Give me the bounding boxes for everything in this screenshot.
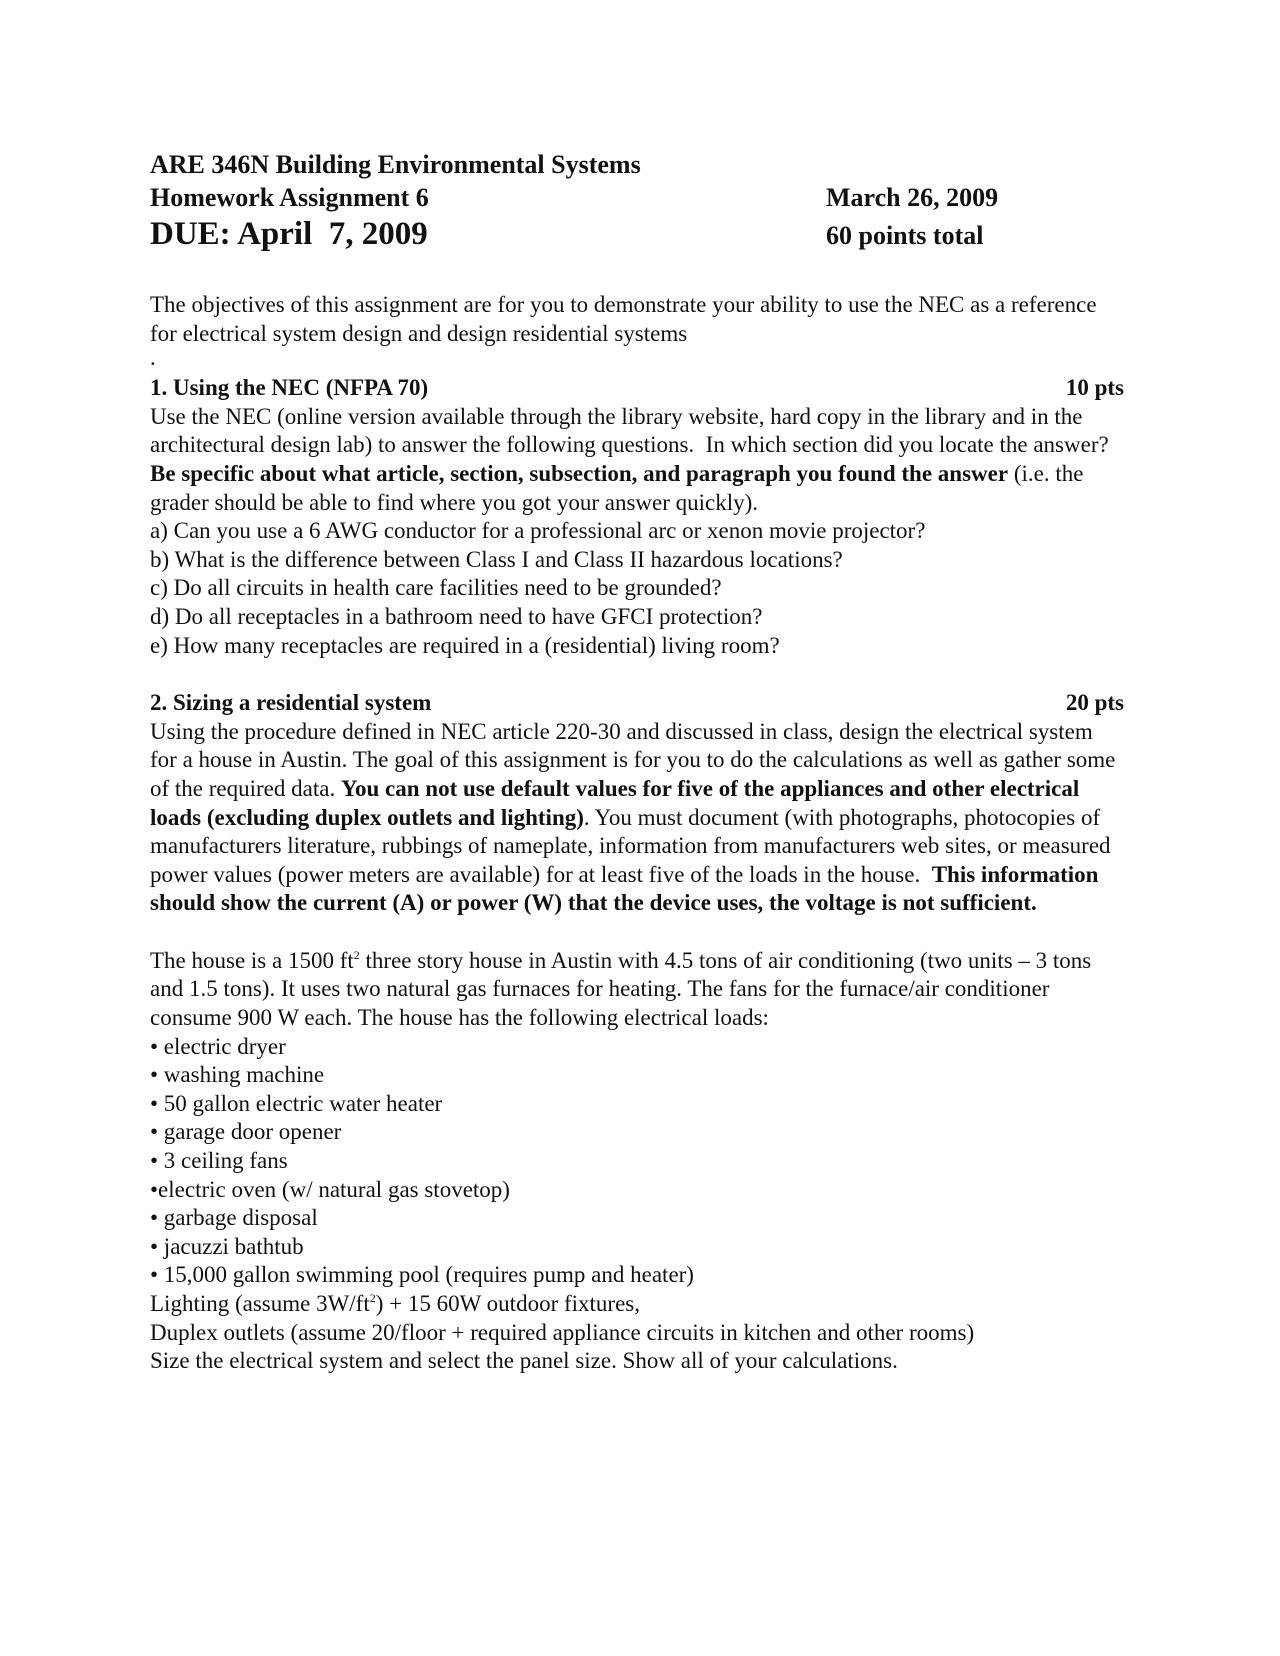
load-item: • 3 ceiling fans bbox=[150, 1148, 288, 1174]
load-item: • garbage disposal bbox=[150, 1205, 318, 1231]
question-b: b) What is the difference between Class I and Class II hazardous locations? bbox=[150, 546, 843, 572]
assignment-line bbox=[150, 181, 1124, 214]
objectives-paragraph: The objectives of this assignment are for you to demonstrate your ability to use the NEC as a reference for electrical system design and design residential systems bbox=[150, 292, 1097, 346]
section2-paragraph: Using the procedure defined in NEC article 220-30 and discussed in class, design the electrical system for a house in Austin. The goal of this assignment is for you to do the calculations as well as gather some of the required data. You can not use default values for five of the appliances and other electrical loads (excluding duplex outlets and lighting). You must document (with photographs, photocopies of manufacturers literature, rubbings of nameplate, information from manufacturers web sites, or measured power values (power meters are available) for at least five of the loads in the house. This information should show the current (A) or power (W) that the device uses, the voltage is not sufficient. bbox=[150, 718, 1117, 916]
load-item: •electric oven (w/ natural gas stovetop) bbox=[150, 1176, 510, 1202]
load-item: • jacuzzi bathtub bbox=[150, 1233, 304, 1259]
section2-points: 20 pts bbox=[1065, 690, 1124, 716]
section1-points: 10 pts bbox=[1065, 375, 1124, 401]
question-d: d) Do all receptacles in a bathroom need to have GFCI protection? bbox=[150, 603, 763, 629]
loads-list bbox=[150, 1033, 1124, 1290]
load-item: • garage door opener bbox=[150, 1119, 342, 1145]
lighting-line: Lighting (assume $3W/ft^2) + 15$ 60W outdoor fixtures, bbox=[150, 1291, 640, 1316]
question-e: e) How many receptacles are required in a (residential) living room? bbox=[150, 632, 780, 658]
question-a: a) Can you use a 6 AWG conductor for a professional arc or xenon movie projector? bbox=[150, 518, 926, 544]
document-page bbox=[150, 148, 1124, 1376]
load-item: • washing machine bbox=[150, 1062, 325, 1088]
load-item: • 15,000 gallon swimming pool (requires pump and heater) bbox=[150, 1262, 694, 1288]
load-item: • electric dryer bbox=[150, 1033, 286, 1059]
final-instruction: Size the electrical system and select the panel size. Show all of your calculations. bbox=[150, 1348, 898, 1374]
house-description: The house is a 1500 $ft^2$ three story house in Austin with 4.5 tons of air conditioning (two units – 3 tons and 1.5 tons). It uses two natural gas furnaces for heating. The fans for the furnace/air conditioner consume 900 W each. The house has the following electrical loads: bbox=[150, 947, 1092, 1031]
assignment-title: Homework Assignment 6 bbox=[150, 183, 429, 212]
duplex-line: Duplex outlets (assume 20/floor + required appliance circuits in kitchen and other rooms) bbox=[150, 1319, 975, 1345]
section1-heading bbox=[150, 374, 1124, 403]
section1-intro: Use the NEC (online version available through the library website, hard copy in the library and in the architectural design lab) to answer the following questions. In which section did you locate the answer? Be specific about what article, section, subsection, and paragraph you found the answer (i.e. the grader should be able to find where you got your answer quickly). bbox=[150, 403, 1121, 515]
points-total: 60 points total bbox=[826, 221, 984, 250]
question-c: c) Do all circuits in health care facilities need to be grounded? bbox=[150, 575, 722, 601]
section2-heading bbox=[150, 689, 1124, 718]
section1-title: 1. Using the NEC (NFPA 70) bbox=[150, 375, 429, 401]
section1-questions bbox=[150, 517, 1124, 660]
due-line bbox=[150, 214, 1124, 254]
course-title: ARE 346N Building Environmental Systems bbox=[150, 150, 641, 179]
section2-title: 2. Sizing a residential system bbox=[150, 690, 432, 716]
assignment-date: March 26, 2009 bbox=[826, 183, 999, 212]
stray-dot: . bbox=[150, 345, 156, 371]
due-date: DUE: April 7, 2009 bbox=[150, 216, 428, 252]
load-item: • 50 gallon electric water heater bbox=[150, 1090, 443, 1116]
